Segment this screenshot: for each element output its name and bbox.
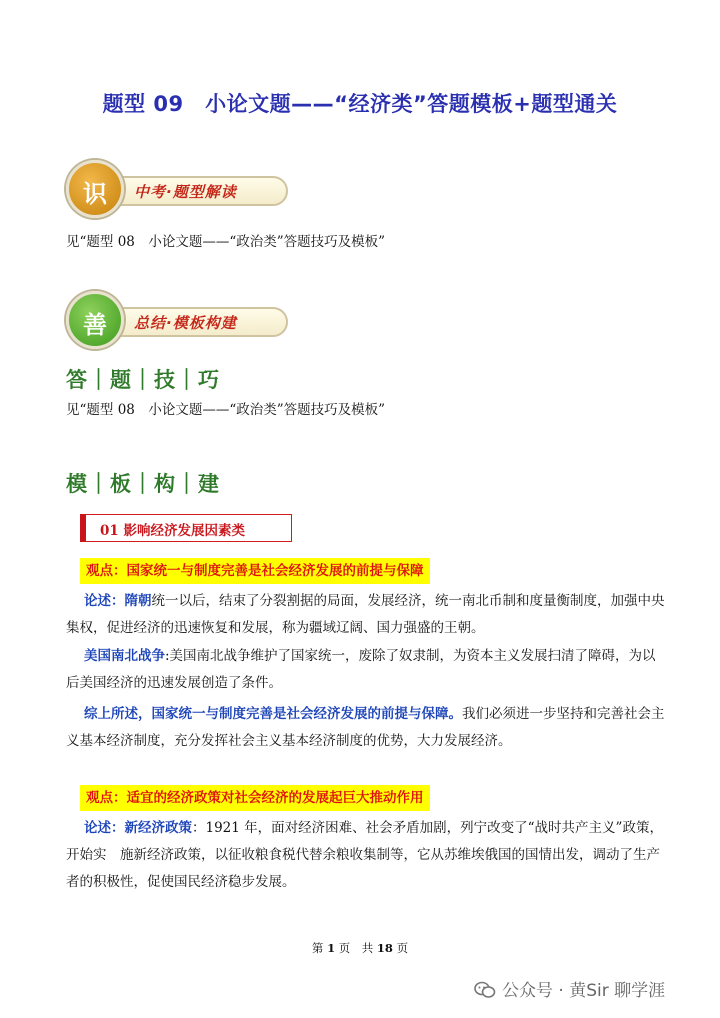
- page-title: 题型 09 小论文题——“经济类”答题模板+题型通关: [102, 92, 618, 116]
- footer-text: 页: [396, 941, 409, 955]
- page-footer: [0, 940, 720, 956]
- argument-paragraph-1: [66, 588, 666, 642]
- viewpoint-highlight-2: 观点：适宜的经济政策对社会经济的发展起巨大推动作用: [80, 785, 430, 811]
- reference-paragraph-1: 见“题型 08 小论文题——“政治类”答题技巧及模板”: [66, 234, 386, 250]
- wechat-icon: [474, 981, 496, 999]
- footer-text: 页 共: [338, 941, 374, 955]
- heading-answer-skills: 答｜题｜技｜巧: [66, 368, 220, 392]
- section-label: 01 影响经济发展因素类: [100, 523, 245, 539]
- argument-paragraph-3: [66, 701, 666, 755]
- badge-exam-interpretation: [66, 158, 296, 222]
- argument-text: :美国南北战争维护了国家统一，废除了奴隶制，为资本主义发展扫清了障碍，为以后美国经济的迅速发展创造了条件。: [66, 648, 656, 691]
- argument-key: 隋朝: [124, 593, 152, 609]
- badge-circle-icon: [66, 291, 124, 349]
- badge-circle-char: 善: [83, 311, 107, 339]
- badge-pill: [102, 307, 288, 337]
- argument-key: 美国南北战争: [84, 648, 165, 664]
- argument-paragraph-2: [66, 643, 666, 697]
- argument-text: 统一以后，结束了分裂割据的局面，发展经济，统一南北币制和度量衡制度，加强中央集权，促进经济的迅速恢复和发展，称为疆域辽阔、国力强盛的王朝。: [66, 593, 665, 636]
- badge-circle-icon: [66, 160, 124, 218]
- argument-key: 新经济政策: [124, 820, 192, 836]
- argument-lead: 论述：: [84, 820, 125, 836]
- badge-circle-char: 识: [83, 180, 107, 208]
- badge-label: 中考·题型解读: [134, 183, 237, 201]
- badge-pill: [102, 176, 288, 206]
- argument-lead: 论述：: [84, 593, 125, 609]
- watermark-text: 公众号 · 黄Sir 聊学涯: [502, 981, 666, 1001]
- argument-key: 综上所述，国家统一与制度完善是社会经济发展的前提与保障。: [84, 706, 462, 722]
- footer-page-number: 1: [327, 941, 336, 955]
- reference-paragraph-2: 见“题型 08 小论文题——“政治类”答题技巧及模板”: [66, 402, 386, 418]
- badge-label: 总结·模板构建: [134, 314, 237, 332]
- argument-text: 我们必须进一步坚持和完善社会主义基本经济制度，充分发挥社会主义基本经济制度的优势，大力发展经济。: [66, 706, 665, 749]
- argument-text: ：1921 年，面对经济困难、社会矛盾加剧，列宁改变了“战时共产主义”政策，开始实 施新经济政策，以征收粮食税代替余粮收集制等，它从苏维埃俄国的国情出发，调动了生产者的积极性，促使国民经济稳步发展。: [66, 820, 663, 890]
- section-label-box: [80, 514, 292, 542]
- heading-template-construction: 模｜板｜构｜建: [66, 472, 220, 496]
- viewpoint-highlight-1: 观点：国家统一与制度完善是社会经济发展的前提与保障: [80, 558, 430, 584]
- argument-paragraph-4: [66, 815, 666, 896]
- badge-template-summary: [66, 289, 296, 353]
- wechat-watermark: [474, 976, 665, 1002]
- footer-text: 第: [311, 941, 324, 955]
- footer-total-pages: 18: [376, 941, 393, 955]
